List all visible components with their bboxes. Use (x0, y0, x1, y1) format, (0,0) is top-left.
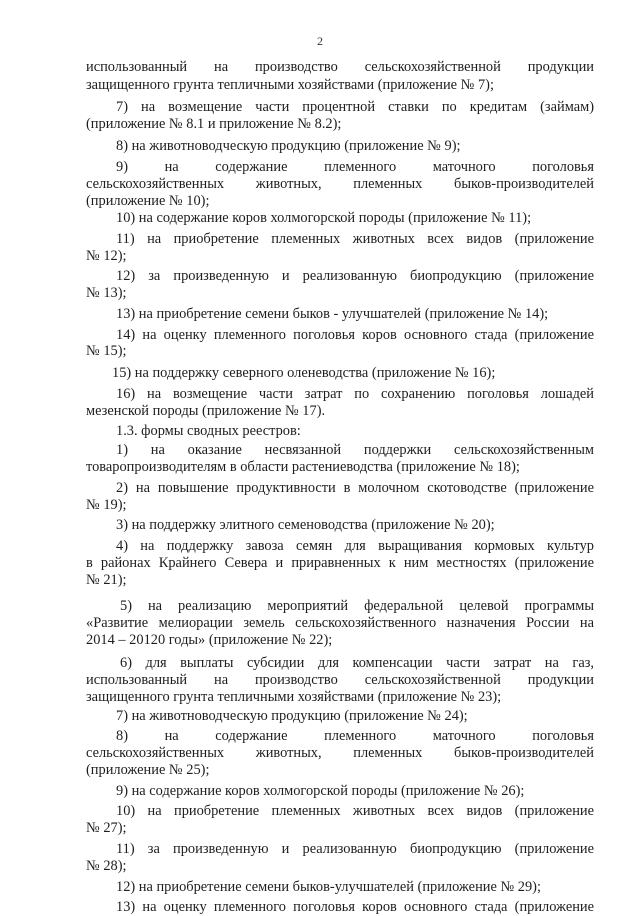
text-line: (приложение № 25); (86, 762, 210, 778)
text-line: 1.3. формы сводных реестров: (116, 423, 301, 439)
text-line: № 19); (86, 497, 127, 513)
text-line: 1) на оказание несвязанной поддержки сельскохозяйственным (116, 442, 594, 458)
text-line: «Развитие мелиорации земель сельскохозяйственного назначения России на (86, 615, 594, 631)
text-line: 15) на поддержку северного оленеводства (приложение № 16); (112, 365, 496, 381)
text-line: (приложение № 8.1 и приложение № 8.2); (86, 116, 342, 132)
text-line: 10) на приобретение племенных животных всех видов (приложение (116, 803, 594, 819)
text-line: 13) на оценку племенного поголовья коров основного стада (приложение (116, 899, 594, 915)
text-line: (приложение № 10); (86, 193, 210, 209)
text-line: 5) на реализацию мероприятий федеральной целевой программы (120, 598, 594, 614)
text-line: мезенской породы (приложение № 17). (86, 403, 326, 419)
text-line: использованный на производство сельскохозяйственной продукции (86, 59, 594, 75)
text-line: № 15); (86, 343, 127, 359)
text-line: 14) на оценку племенного поголовья коров основного стада (приложение (116, 327, 594, 343)
text-line: 16) на возмещение части затрат по сохранению поголовья лошадей (116, 386, 594, 402)
text-line: 11) за произведенную и реализованную биопродукцию (приложение (116, 841, 594, 857)
text-line: 8) на животноводческую продукцию (приложение № 9); (116, 138, 461, 154)
text-line: использованный на производство сельскохозяйственной продукции (86, 672, 594, 688)
text-line: № 21); (86, 572, 127, 588)
text-line: 2014 – 20120 годы» (приложение № 22); (86, 632, 333, 648)
text-line: защищенного грунта тепличными хозяйствами (приложение № 23); (86, 689, 502, 705)
text-line: товаропроизводителям в области растениеводства (приложение № 18); (86, 459, 520, 475)
text-line: 9) на содержание племенного маточного поголовья (116, 159, 594, 175)
text-line: 7) на возмещение части процентной ставки по кредитам (займам) (116, 99, 594, 115)
text-line: в районах Крайнего Севера и приравненных к ним местностях (приложение (86, 555, 594, 571)
text-line: защищенного грунта тепличными хозяйствами (приложение № 7); (86, 77, 494, 93)
text-line: 12) на приобретение семени быков-улучшателей (приложение № 29); (116, 879, 541, 895)
text-line: № 27); (86, 820, 127, 836)
text-line: 9) на содержание коров холмогорской породы (приложение № 26); (116, 783, 525, 799)
text-line: № 12); (86, 248, 127, 264)
text-line: 7) на животноводческую продукцию (приложение № 24); (116, 708, 468, 724)
text-line: сельскохозяйственных животных, племенных быков-производителей (86, 745, 594, 761)
text-line: 12) за произведенную и реализованную биопродукцию (приложение (116, 268, 594, 284)
text-line: 10) на содержание коров холмогорской породы (приложение № 11); (116, 210, 532, 226)
text-line: 2) на повышение продуктивности в молочном скотоводстве (приложение (116, 480, 594, 496)
text-line: № 13); (86, 285, 127, 301)
text-line: № 28); (86, 858, 127, 874)
text-line: 11) на приобретение племенных животных всех видов (приложение (116, 231, 594, 247)
page-number: 2 (317, 34, 323, 48)
text-line: 3) на поддержку элитного семеноводства (приложение № 20); (116, 517, 495, 533)
text-line: 6) для выплаты субсидии для компенсации части затрат на газ, (120, 655, 594, 671)
text-line: 4) на поддержку завоза семян для выращивания кормовых культур (116, 538, 594, 554)
text-line: 13) на приобретение семени быков - улучшателей (приложение № 14); (116, 306, 549, 322)
text-line: сельскохозяйственных животных, племенных быков-производителей (86, 176, 594, 192)
text-line: 8) на содержание племенного маточного поголовья (116, 728, 594, 744)
